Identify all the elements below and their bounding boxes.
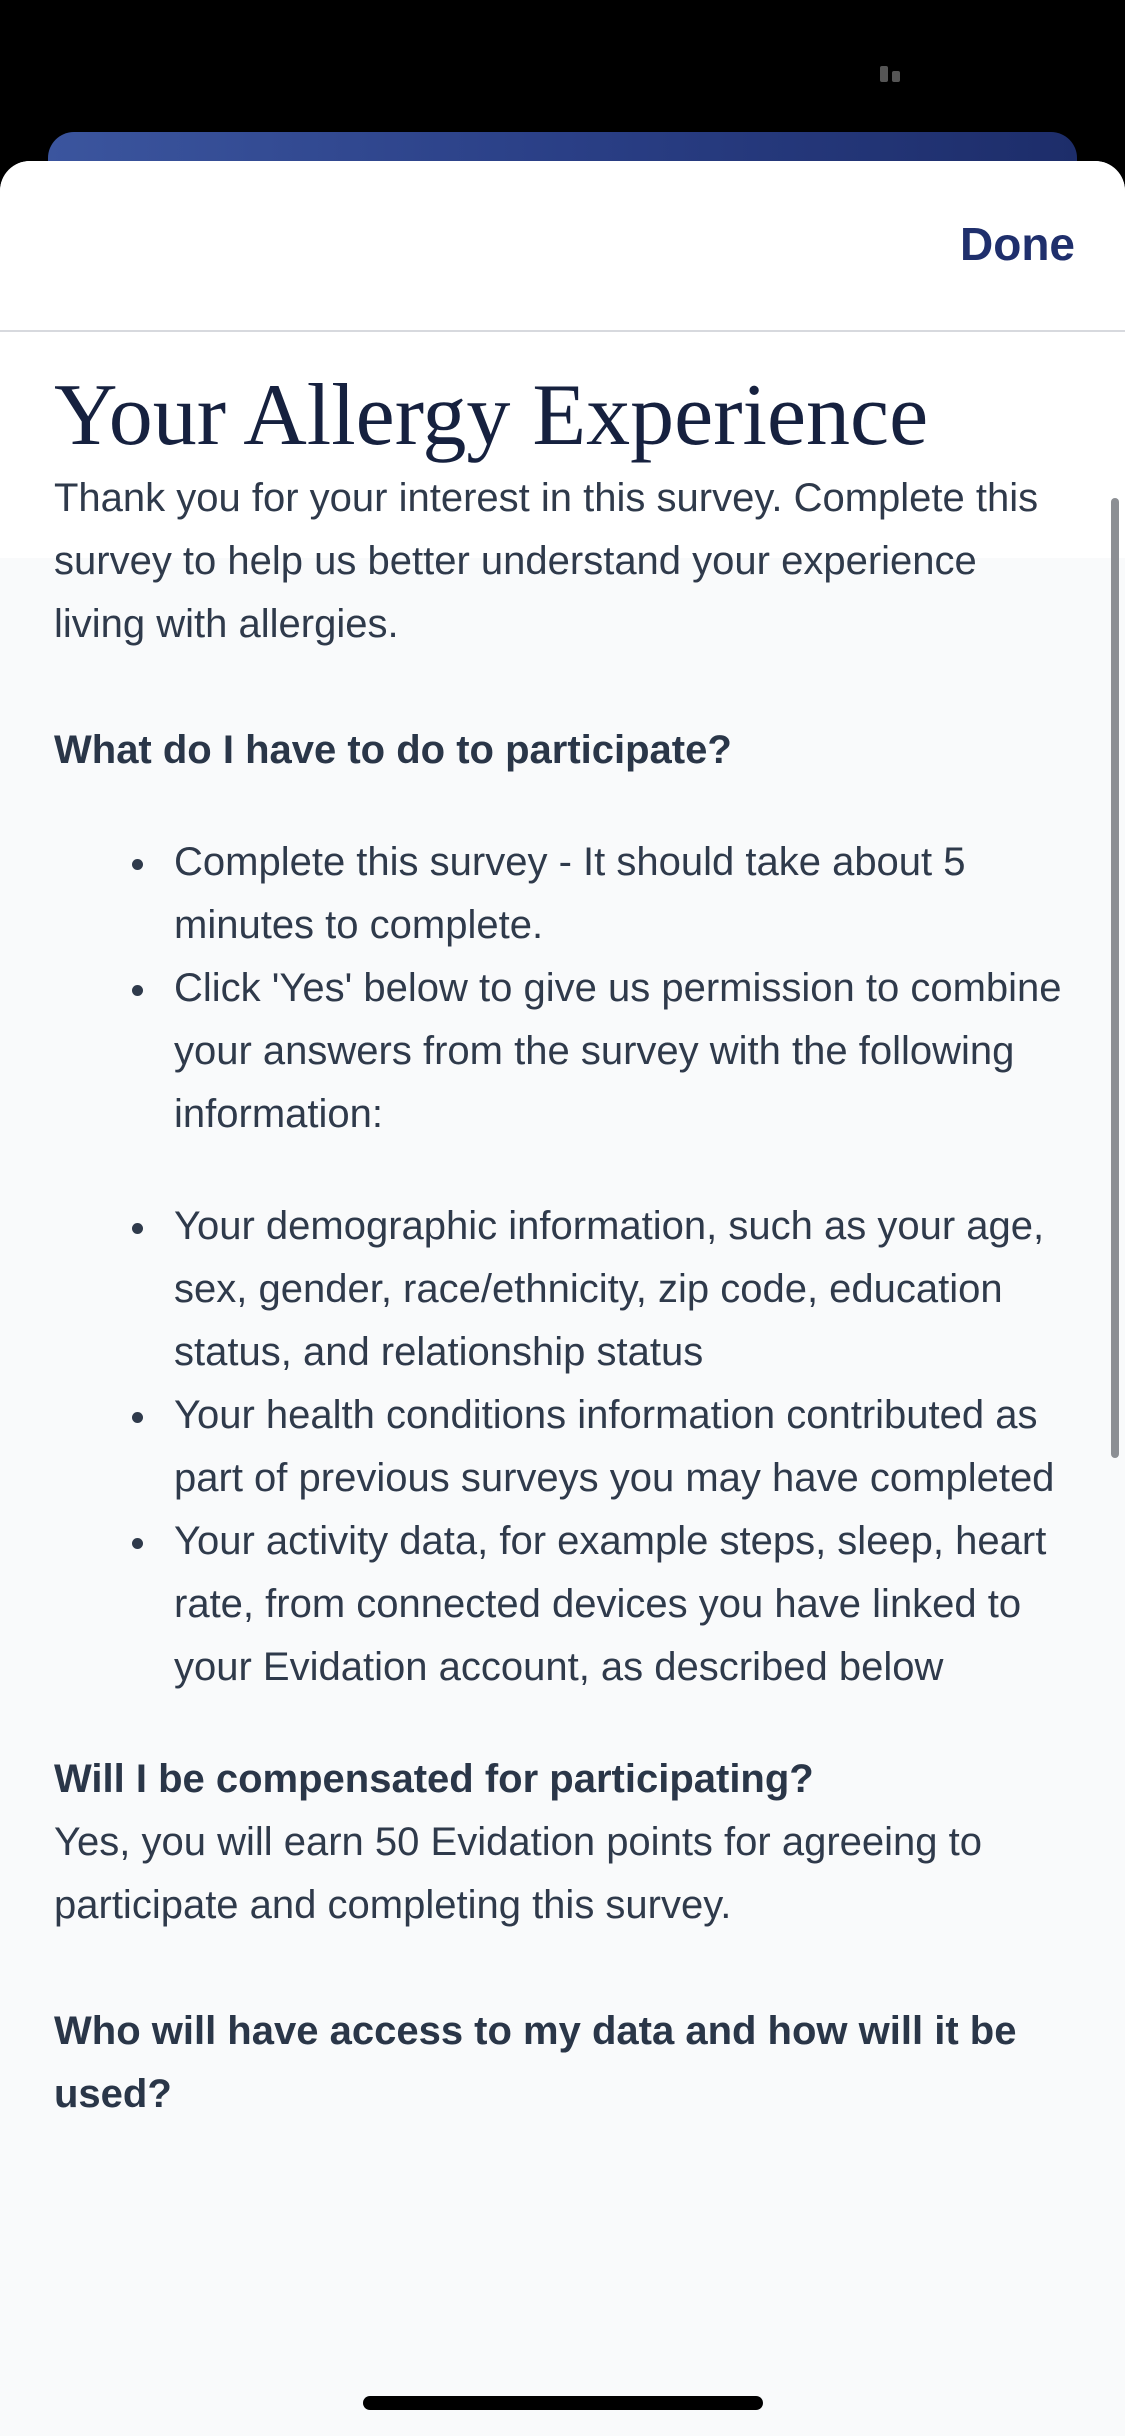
access-heading: Who will have access to my data and how will it be used? bbox=[54, 2009, 1017, 2116]
list-item: Your health conditions information contributed as part of previous surveys you may have completed bbox=[174, 1384, 1074, 1510]
list-item: Complete this survey - It should take about 5 minutes to complete. bbox=[174, 831, 1074, 957]
participate-list bbox=[54, 831, 1074, 1146]
compensation-text: Yes, you will earn 50 Evidation points for agreeing to participate and completing this survey. bbox=[54, 1820, 982, 1927]
list-item: Click 'Yes' below to give us permission to combine your answers from the survey with the following information: bbox=[174, 957, 1074, 1146]
survey-content bbox=[54, 467, 1074, 2126]
sheet-header bbox=[0, 161, 1125, 332]
list-item: Your activity data, for example steps, sleep, heart rate, from connected devices you have linked to your Evidation account, as described below bbox=[174, 1510, 1074, 1699]
scrollbar[interactable] bbox=[1111, 498, 1119, 1458]
done-button[interactable]: Done bbox=[960, 218, 1075, 270]
status-indicator bbox=[880, 66, 900, 82]
list-item: Your demographic information, such as your age, sex, gender, race/ethnicity, zip code, education status, and relationship status bbox=[174, 1195, 1074, 1384]
home-indicator[interactable] bbox=[363, 2396, 763, 2410]
participate-heading: What do I have to do to participate? bbox=[54, 728, 732, 772]
compensation-heading: Will I be compensated for participating? bbox=[54, 1757, 814, 1801]
intro-text: Thank you for your interest in this survey. Complete this survey to help us better understand your experience living with allergies. bbox=[54, 476, 1039, 646]
page-title: Your Allergy Experience bbox=[54, 367, 929, 464]
data-sources-list bbox=[54, 1195, 1074, 1699]
